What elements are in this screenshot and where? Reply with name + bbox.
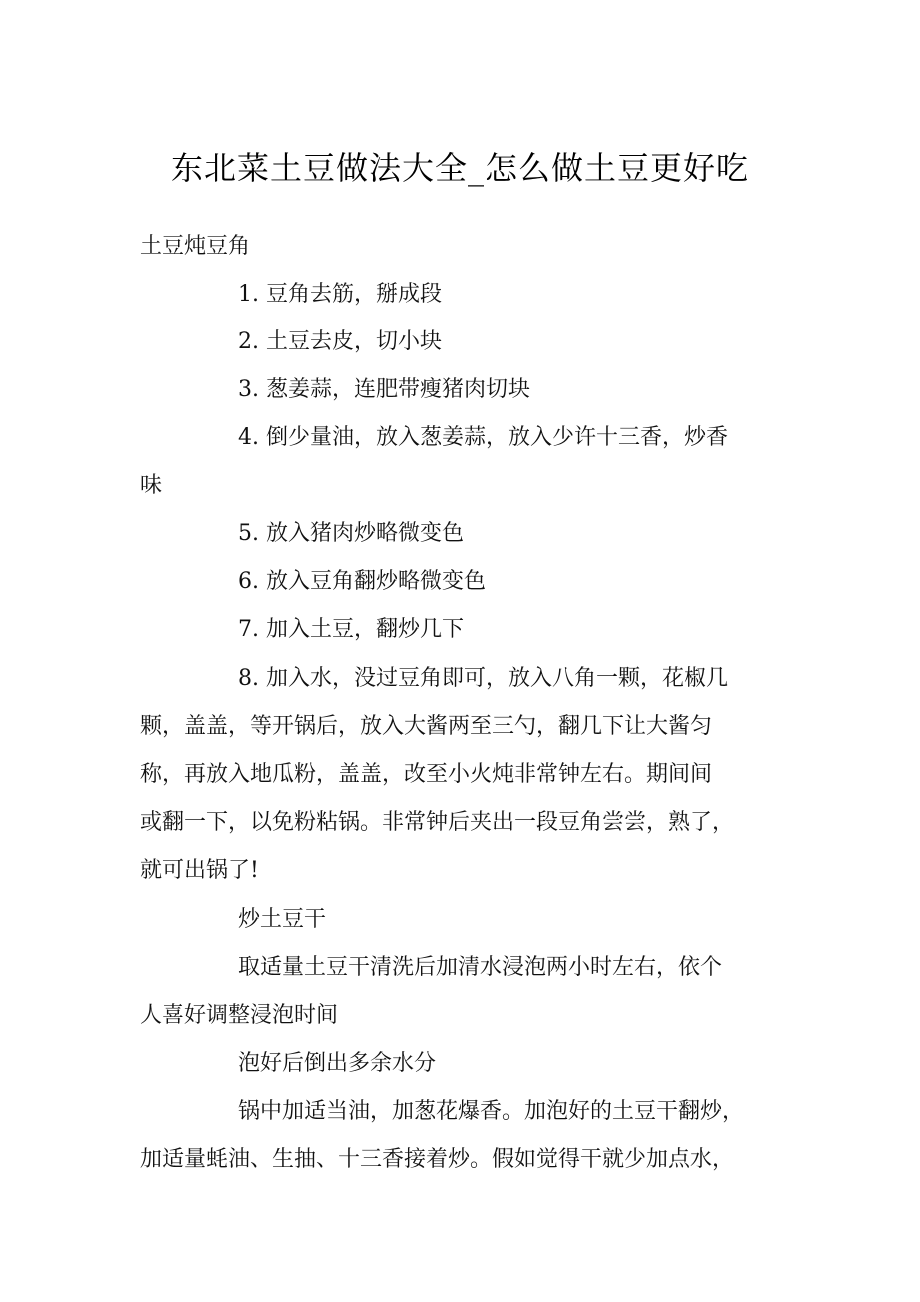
document-title: 东北菜土豆做法大全_怎么做土豆更好吃 [170,149,749,187]
step-7: 7. 加入土豆，翻炒几下 [238,617,464,642]
step-3: 3. 葱姜蒜，连肥带瘦猪肉切块 [238,377,530,402]
paragraph-stir-fry-continued: 加适量蚝油、生抽、十三香接着炒。假如觉得干就少加点水， [140,1147,735,1172]
step-8-continued: 就可出锅了! [140,858,259,883]
step-5: 5. 放入猪肉炒略微变色 [238,521,464,546]
step-1: 1. 豆角去筋，掰成段 [238,282,442,307]
step-2: 2. 土豆去皮，切小块 [238,329,442,354]
step-8-continued: 颗，盖盖，等开锅后，放入大酱两至三勺，翻几下让大酱匀 [140,714,713,739]
section-heading-stir-fried-dried-potato: 炒土豆干 [238,907,327,932]
step-4-continued: 味 [140,473,163,498]
paragraph-soak-continued: 人喜好调整浸泡时间 [140,1003,339,1028]
step-8-continued: 或翻一下，以免粉粘锅。非常钟后夹出一段豆角尝尝，熟了， [140,810,735,835]
step-6: 6. 放入豆角翻炒略微变色 [238,569,486,594]
paragraph-stir-fry: 锅中加适当油，加葱花爆香。加泡好的土豆干翻炒， [238,1099,745,1124]
paragraph-drain: 泡好后倒出多余水分 [238,1051,437,1076]
step-8-continued: 称，再放入地瓜粉，盖盖，改至小火炖非常钟左右。期间间 [140,762,713,787]
section-heading-potato-beans: 土豆炖豆角 [140,234,251,259]
step-8: 8. 加入水，没过豆角即可，放入八角一颗，花椒几 [238,666,728,691]
step-4: 4. 倒少量油，放入葱姜蒜，放入少许十三香，炒香 [238,425,728,450]
paragraph-soak: 取适量土豆干清洗后加清水浸泡两小时左右，依个 [238,955,723,980]
